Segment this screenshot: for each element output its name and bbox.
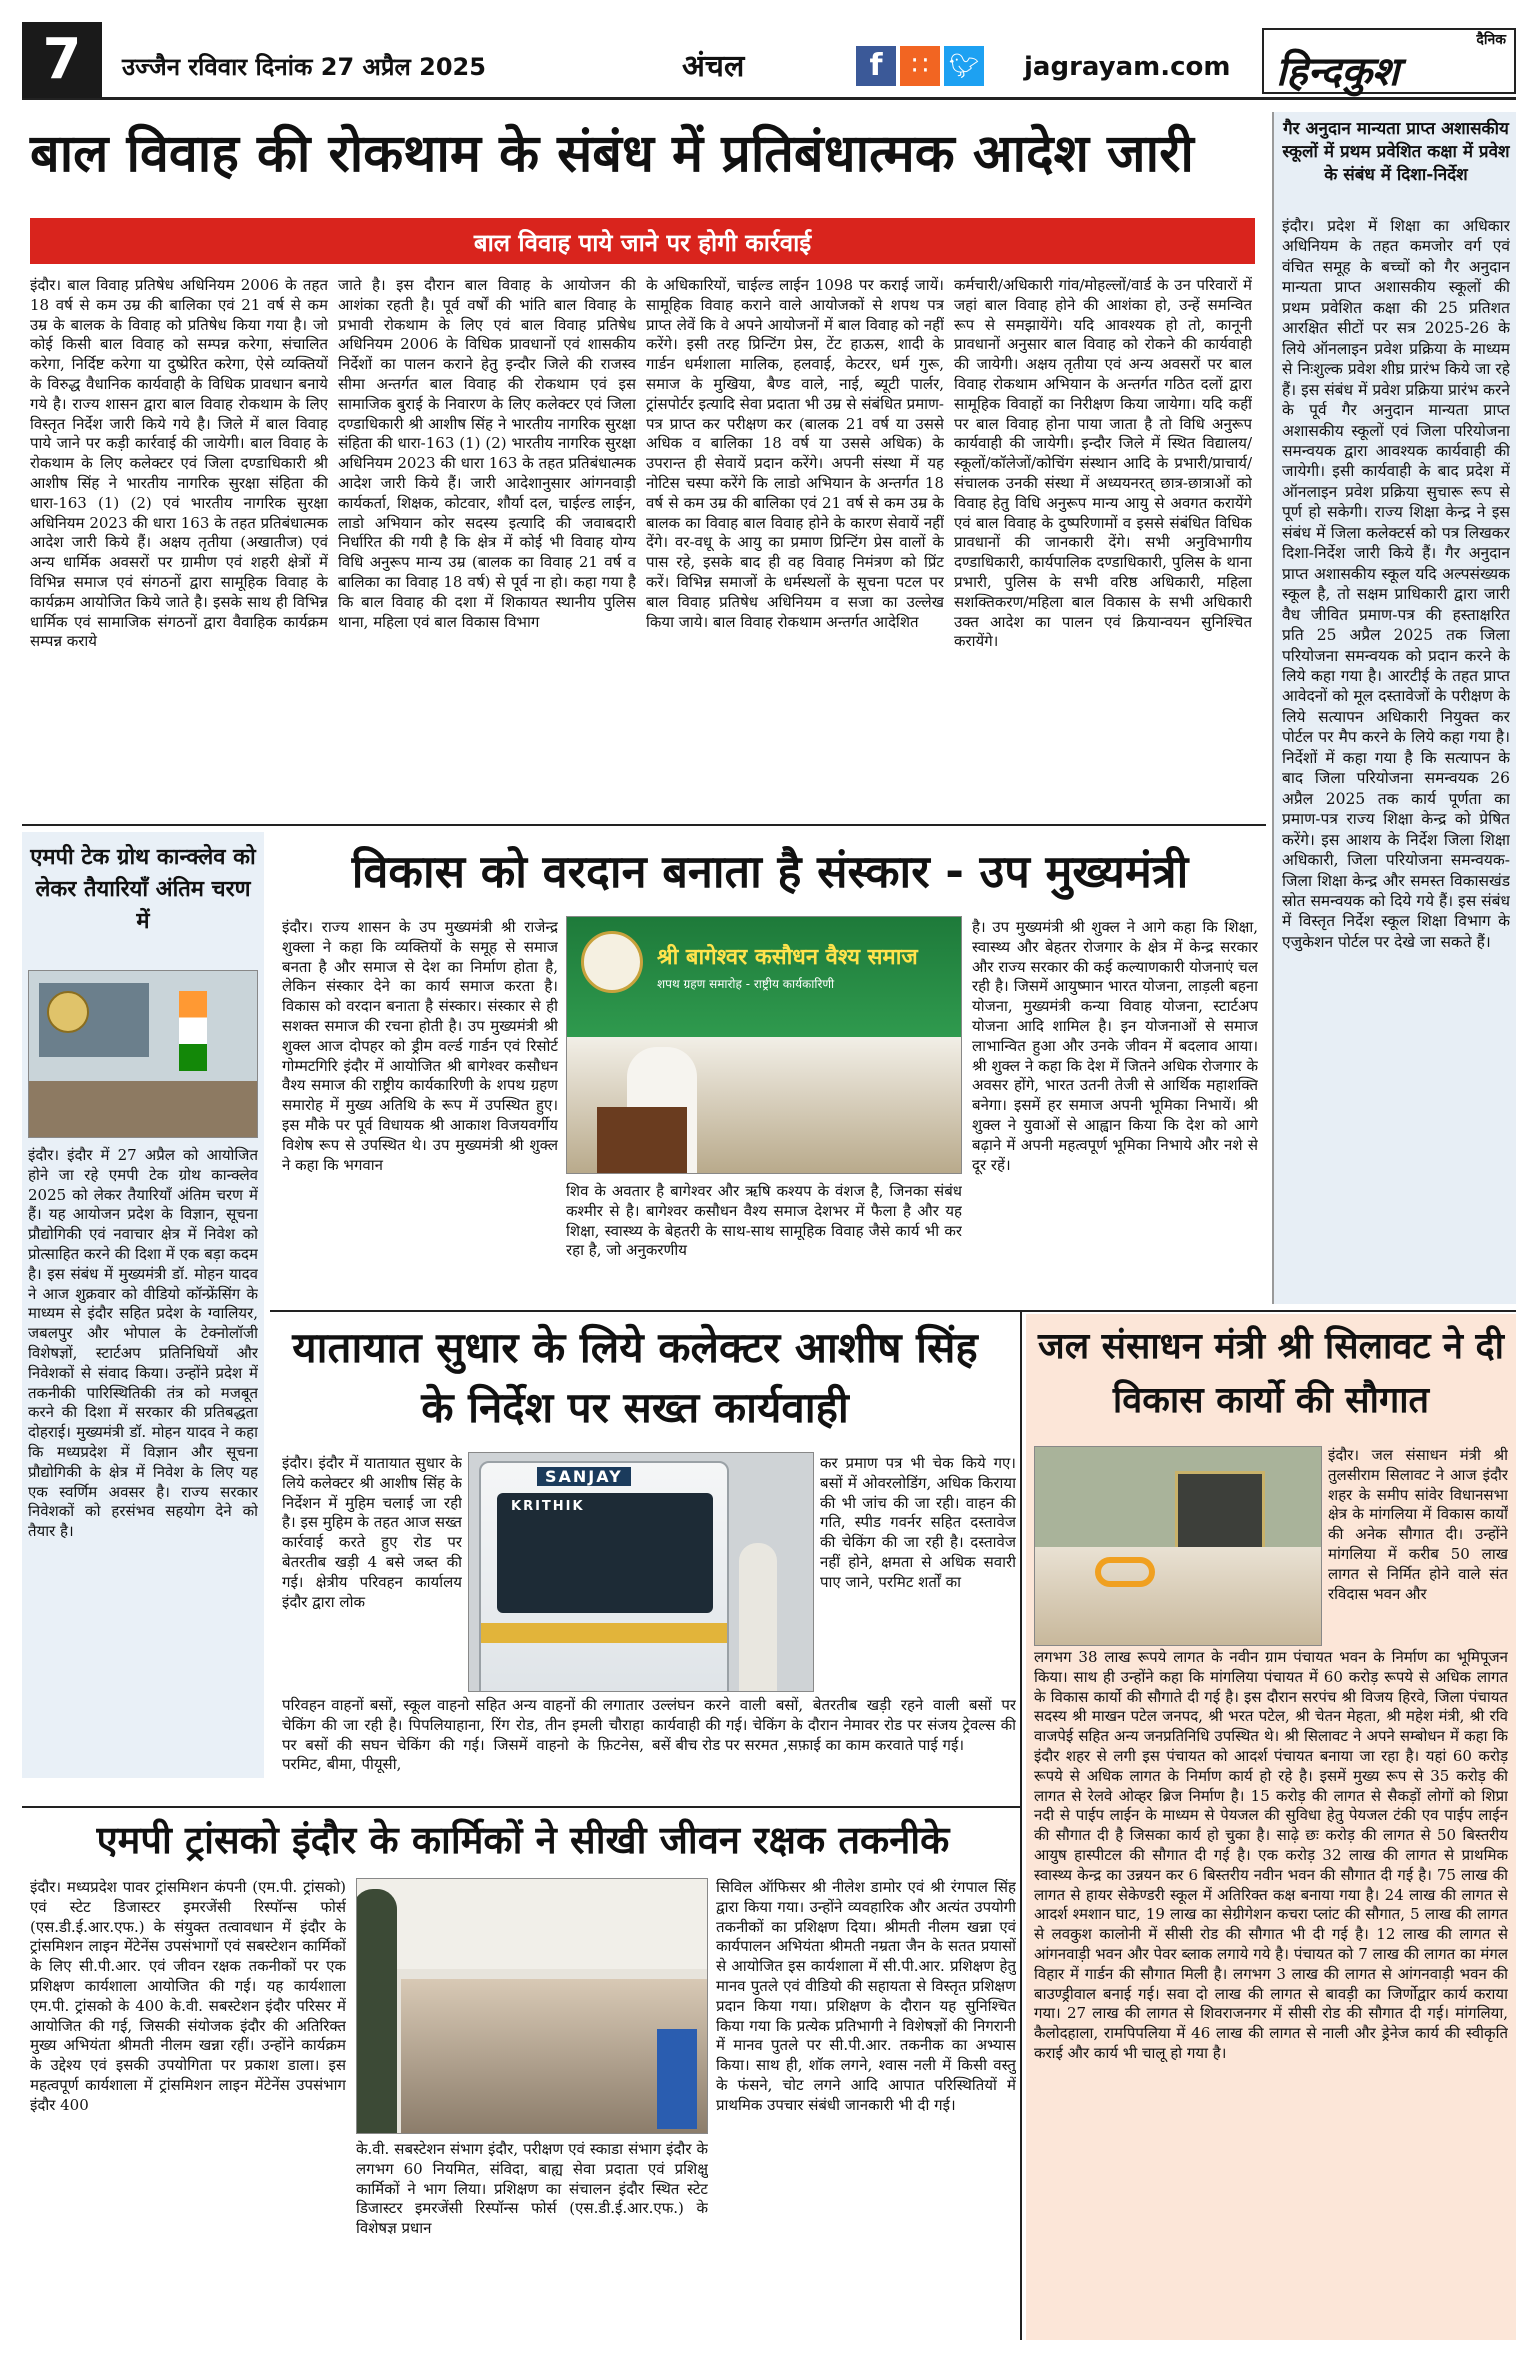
minister-photo bbox=[1034, 1446, 1322, 1646]
officer-figure bbox=[739, 1543, 777, 1692]
sidebar-right bbox=[1272, 112, 1516, 1304]
podium bbox=[597, 1107, 687, 1174]
paper-logo bbox=[1262, 28, 1516, 94]
event-banner-sub: शपथ ग्रहण समारोह - राष्ट्रीय कार्यकारिणी bbox=[657, 977, 835, 991]
date-line: उज्जैन रविवार दिनांक 27 अप्रैल 2025 bbox=[122, 53, 486, 81]
article5-col3: सिविल ऑफिसर श्री नीलेश डामोर एवं श्री रंगपाल सिंह द्वारा किया गया। उन्होंने व्यवहारिक और अत्यंत उपयोगी तकनीकों का प्रशिक्षण दिया। श्रीमती नीलम खन्ना एवं कार्यपालन अभियंता श्रीमती नम्रता जैन के सतत प्रयासों से आयोजित इस कार्यशाला में सी.पी.आर. प्रशिक्षण हेतु मानव पुतले एवं वीडियो की सहायता से विस्तृत प्रशिक्षण प्रदान किया गया। प्रशिक्षण के दौरान यह सुनिश्चित किया गया कि प्रत्येक प्रतिभागी ने विशेषज्ञों की निगरानी में मानव पुतले पर सी.पी.आर. तकनीक का अभ्यास किया। साथ ही, शॉक लगने, श्वास नली में किसी वस्तु के फंसने, चोट लगने आदि आपात परिस्थितियों में प्राथमिक उपचार संबंधी जानकारी भी दी गई। bbox=[716, 1878, 1016, 2114]
garland-shape bbox=[1095, 1557, 1155, 1587]
article3-col-right: कर प्रमाण पत्र भी चेक किये गए। बसों में ओवरलोडिंग, अधिक किराया की भी जांच की जा रही। वाहन की गति, स्पीड गवर्नर सहित दस्तावेज की चेकिंग की जा रही है। दस्तावेज नहीं होने, क्षमता से अधिक सवारी पाए जाने, परमिट शर्तों का bbox=[820, 1454, 1016, 1591]
social-icons bbox=[856, 46, 986, 86]
article1-subheading-text: बाल विवाह पाये जाने पर होगी कार्रवाई bbox=[473, 229, 812, 257]
article2-headline: विकास को वरदान बनाता है संस्कार - उप मुख्यमंत्री bbox=[351, 845, 1189, 898]
article5-col1: इंदौर। मध्यप्रदेश पावर ट्रांसमिशन कंपनी (एम.पी. ट्रांसको) एवं स्टेट डिजास्टर इमरजेंसी रिस्पॉन्स फोर्स (एस.डी.ई.आर.एफ.) के संयुक्त तत्वावधान में इंदौर के ट्रांसमिशन लाइन मेंटेनेंस उपसंभागों एवं सबस्टेशन कार्मिकों के लिए सी.पी.आर. एवं जीवन रक्षक तकनीकों पर एक प्रशिक्षण कार्यशाला आयोजित की गई। यह कार्यशाला एम.पी. ट्रांसको के 400 के.वी. सबस्टेशन इंदौर परिसर में आयोजित की गई, जिसकी संयोजक इंदौर की अतिरिक्त मुख्य अभियंता श्रीमती नीलम खन्ना रहीं। उन्होंने कार्यक्रम के उद्देश्य एवं इसकी उपयोगिता पर प्रकाश डाला। इस महत्वपूर्ण कार्यशाला में ट्रांसमिशन लाइन मेंटेनेंस उपसंभाग इंदौर 400 bbox=[30, 1878, 346, 2114]
article3-headline: यातायात सुधार के लिये कलेक्टर आशीष सिंह के निर्देश पर सख्त कार्यवाही bbox=[292, 1323, 978, 1432]
trainer-figure bbox=[356, 1889, 397, 2134]
left-small-headline: एमपी टेक ग्रोथ कान्क्लेव को लेकर तैयारियाँ अंतिम चरण में bbox=[30, 845, 256, 934]
article1-subheading bbox=[30, 218, 1255, 264]
section-name: अंचल bbox=[682, 49, 745, 84]
bus-stripe bbox=[481, 1623, 727, 1643]
article1-col2: जाते है। इस दौरान बाल विवाह के आयोजन की आशंका रहती है। पूर्व वर्षों की भांति बाल विवाह के प्रभावी रोकथाम के लिए एवं बाल विवाह प्रतिषेध अधिनियम 2006 के विधिक प्रावधानों एवं शासकीय निर्देशों का पालन कराने हेतु इन्दौर जिले की राजस्व सीमा अन्तर्गत बाल विवाह की रोकथाम एवं इस सामाजिक बुराई के निवारण के लिए कलेक्टर एवं जिला दण्डाधिकारी श्री आशीष सिंह ने भारतीय नागरिक सुरक्षा संहिता की धारा-163 (1) (2) भारतीय नागरिक सुरक्षा अधिनियम 2023 की धारा 163 के तहत प्रतिबंधात्मक आदेश जारी किये हैं। जारी आदेशानुसार आंगनवाड़ी कार्यकर्ता, शिक्षक, कोटवार, शौर्या दल, चाईल्ड लाईन, लाडो अभियान कोर सदस्य इत्यादि की जवाबदारी निर्धारित की गयी है कि क्षेत्र में कोई भी विवाह योग्य विधि अनुरूप मान्य उम्र (बालक का विवाह 21 वर्ष व बालिका का विवाह 18 वर्ष) से पूर्व ना हो। कहा गया है कि बाल विवाह की दशा में शिकायत स्थानीय पुलिस थाना, महिला एवं बाल विकास विभाग bbox=[338, 276, 636, 631]
paper-logo-name: हिन्दकुश bbox=[1276, 48, 1400, 95]
bus-sign: SANJAY bbox=[537, 1467, 631, 1486]
page-number: 7 bbox=[22, 22, 102, 98]
article4-box bbox=[1026, 1314, 1516, 2340]
event-banner bbox=[567, 917, 962, 1037]
article3-bottom-right: उल्लंघन करने वाली बसों, बेतरतीब खड़ी रहने वाली बसों पर कार्यवाही की गई। चेकिंग के दौरान नेमावर रोड पर संजय ट्रेवल्स की बसें बीच रोड पर सरमत ,सफ़ाई का काम करवाते पाई गई। bbox=[652, 1696, 1016, 1754]
event-banner-text: श्री बागेश्वर कसौधन वैश्य समाज bbox=[657, 945, 918, 970]
website-link[interactable]: jagrayam.com bbox=[1024, 52, 1231, 82]
bus-sign-2: KRITHIK bbox=[511, 1499, 585, 1514]
article4-headline: जल संसाधन मंत्री श्री सिलावट ने दी विकास कार्यो की सौगात bbox=[1038, 1326, 1504, 1421]
paper-logo-small: दैनिक bbox=[1476, 32, 1506, 48]
chair-blue bbox=[657, 2029, 697, 2129]
meeting-table bbox=[29, 1081, 258, 1138]
article4-body: लगभग 38 लाख रूपये लागत के नवीन ग्राम पंचायत भवन के निर्माण का भूमिपूजन किया। साथ ही उन्होंने कहा कि मांगलिया पंचायत में 60 करोड़ रूपये से अधिक लागत के विकास कार्यो की सौगाते दी गई है। इस दौरान सरपंच श्री विजय हिरवे, जिला पंचायत सदस्य श्री माखन पटेल जनपद, श्री भरत पटेल, श्री चेतन मेहता, श्री महेश मंत्री, श्री रवि वाजपेई सहित अन्य जनप्रतिनिधि उपस्थित थे। श्री सिलावट ने अपने सम्बोधन में कहा कि इंदौर शहर से लगी इस पंचायत को आदर्श पंचायत बनाया जा रहा है। यहां 60 करोड़ रूपये से अधिक लागत के निर्माण कार्य हो रहे है। इसमें मुख्य रूप से 35 करोड़ की लागत से रेलवे ओव्हर ब्रिज निर्माण है। 15 करोड़ की लागत से सैकड़ों लोगों को शिप्रा नदी से पाईप लाईन के माध्यम से पेयजल की सुविधा हेतु पेयजल टंकी एव पाईप लाईन की सौगात दी है जिसका कार्य हो चुका है। साढ़े छः करोड़ की लागत से 50 बिस्तरीय आयुष हास्पीटल की सौगात दी गई है। एक करोड़ 32 लाख की लागत से प्राथमिक स्वास्थ्य केन्द्र का उन्नयन कर 6 बिस्तरीय नवीन भवन की सौगात दी गई है। 75 लाख की लागत से हायर सेकेण्डरी स्कूल में अतिरिक्त कक्ष बनाया गया है। 24 लाख की लागत से आदर्श श्मशान घाट, 19 लाख का सेग्रीगेशन कचरा प्लांट की सौगात, 5 लाख की लागत से लवकुश कालोनी में सीसी रोड की सौगात भी दी गई है। 12 लाख की लागत से आंगनवाड़ी भवन और पेवर ब्लाक लगाये गये है। पंचायत को 7 लाख की लागत का मंगल विहार में गार्डन की सौगात मिली है। लगभग 3 लाख की लागत से आंगनवाड़ी भवन की बाउण्ड्रीवाल बनाई गई। सवा दो लाख की लागत से बावड़ी का जिर्णोद्वार कार्य कराया गया। 27 लाख की लागत से शिवराजनगर में सीसी रोड की सौगात दी गई। मांगलिया, कैलोदहाला, रामपिपलिया में 46 लाख की लागत से नाली और ड्रेनेज कार्य की स्वीकृति कराई और कार्य भी चालू हो गया है। bbox=[1034, 1648, 1508, 2062]
article2-col3: है। उप मुख्यमंत्री श्री शुक्ल ने आगे कहा कि शिक्षा, स्वास्थ्य और बेहतर रोजगार के क्षेत्र में केन्द्र सरकार और राज्य सरकार की कई कल्याणकारी योजनाएं चल रही है। जिसमें आयुष्मान भारत योजना, लाड़ली बहना योजना, मुख्यमंत्री कन्या विवाह योजना, स्टार्टअप योजना आदि शामिल है। इन योजनाओं से समाज लाभान्वित हुआ और उनके जीवन में बदलाव आया। श्री शुक्ल ने कहा कि देश में जितने अधिक रोजगार के अवसर होंगे, भारत उतनी तेजी से आर्थिक महाशक्ति बनेगा। इसमें हर समाज अपनी भूमिका निभायें। श्री शुक्ल ने युवाओं से आह्वान किया कि देश को आगे बढ़ाने में अपनी महत्वपूर्ण भूमिका निभाये और नशे से दूर रहें। bbox=[972, 918, 1258, 1174]
samaj-event-photo bbox=[566, 916, 962, 1174]
article3-bottom-left: परिवहन वाहनों बसों, स्कूल वाहनो सहित अन्य वाहनों की लगातार चेकिंग की जा रही है। पिपलियाहाना, रिंग रोड, तीन इमली चौराहा पर बसों की सघन चेकिंग की गई। जिसमें वाहनो के फ़िटनेस, परमिट, बीमा, पीयूसी, bbox=[282, 1696, 644, 1774]
sidebar-headline: गैर अनुदान मान्यता प्राप्त अशासकीय स्कूलों में प्रथम प्रवेशित कक्षा में प्रवेश के संबंध में दिशा-निर्देश bbox=[1282, 119, 1510, 185]
article3-col1: इंदौर। इंदौर में यातायात सुधार के लिये कलेक्टर श्री आशीष सिंह के निर्देशन में मुहिम चलाई जा रही है। इस मुहिम के तहत आज सख्त कार्रवाई करते हुए रोड पर बेतरतीब खड़ी 4 बसे जब्त की गई। क्षेत्रीय परिवहन कार्यालय इंदौर द्वारा लोक bbox=[282, 1454, 462, 1611]
left-small-body: इंदौर। इंदौर में 27 अप्रैल को आयोजित होने जा रहे एमपी टेक ग्रोथ कान्क्लेव 2025 को लेकर तैयारियाँ अंतिम चरण में हैं। यह आयोजन प्रदेश के विज्ञान, सूचना प्रौद्योगिकी एवं नवाचार क्षेत्र में निवेश को प्रोत्साहित करने की दिशा में एक बड़ा कदम है। इस संबंध में मुख्यमंत्री डॉ. मोहन यादव ने आज शुक्रवार को वीडियो कॉन्फ्रेंसिंग के माध्यम से इंदौर सहित प्रदेश के ग्वालियर, जबलपुर और भोपाल के टेक्नोलॉजी विशेषज्ञों, स्टार्टअप प्रतिनिधियों और निवेशकों से संवाद किया। उन्होंने प्रदेश में तकनीकी पारिस्थितिकी तंत्र को मजबूत करने की दिशा में सरकार की प्रतिबद्धता दोहराई। मुख्यमंत्री डॉ. मोहन यादव ने कहा कि मध्यप्रदेश में विज्ञान और सूचना प्रौद्योगिकी के क्षेत्र में निवेश के लिए यह एक स्वर्णिम अवसर है। राज्य सरकार निवेशकों को हरसंभव सहयोग देने को तैयार है। bbox=[28, 1146, 258, 1541]
sidebar-body: इंदौर। प्रदेश में शिक्षा का अधिकार अधिनियम के तहत कमजोर वर्ग एवं वंचित समूह के बच्चों को गैर अनुदान मान्यता प्राप्त अशासकीय स्कूलों की प्रथम प्रवेशित कक्षा की 25 प्रतिशत आरक्षित सीटों पर सत्र 2025-26 के लिये ऑनलाइन प्रवेश प्रक्रिया के माध्यम से निःशुल्क प्रवेश शीघ्र प्रारंभ किये जा रहे हैं। इस संबंध में प्रवेश प्रक्रिया प्रारंभ करने के पूर्व गैर अनुदान मान्यता प्राप्त अशासकीय स्कूलों एवं जिला परियोजना समन्वयक द्वारा आवश्यक कार्यवाही की जायेगी। इसी कार्यवाही के बाद प्रदेश में ऑनलाइन प्रवेश प्रक्रिया सुचारू रूप से पूर्ण हो सकेगी। राज्य शिक्षा केन्द्र ने इस संबंध में जिला कलेक्टर्स को पत्र लिखकर दिशा-निर्देश जारी किये हैं। गैर अनुदान प्राप्त अशासकीय स्कूल यदि अल्पसंख्यक स्कूल है, तो सक्षम प्राधिकारी द्वारा जारी वैध जीवित प्रमाण-पत्र की हस्ताक्षरित प्रति 25 अप्रैल 2025 तक जिला परियोजना समन्वयक को प्रदान करने के लिये कहा गया है। आरटीई के तहत प्राप्त आवेदनों को मूल दस्तावेजों के परीक्षण के लिये सत्यापन अधिकारी नियुक्त कर पोर्टल पर मैप करने के लिये कहा गया है। निर्देशों में कहा गया है कि सत्यापन के बाद जिला परियोजना समन्वयक 26 अप्रैल 2025 तक कार्य पूर्णता का प्रमाण-पत्र राज्य शिक्षा केन्द्र को प्रेषित करेंगे। इस आशय के निर्देश जिला शिक्षा अधिकारी, जिला परियोजना समन्वयक-जिला शिक्षा केन्द्र और समस्त विकासखंड स्रोत समन्वयक को दिये गये हैं। इस संबंध में विस्तृत निर्देश स्कूल शिक्षा विभाग के एजुकेशन पोर्टल पर देखे जा सकते हैं। bbox=[1282, 217, 1510, 951]
samaj-logo-icon bbox=[581, 931, 643, 993]
mp-logo-icon bbox=[47, 991, 89, 1033]
divider-rule bbox=[22, 824, 1266, 826]
twitter-icon[interactable]: 🐦︎ bbox=[944, 46, 984, 86]
divider-rule bbox=[270, 1310, 1516, 1312]
article1-col3: के अधिकारियों, चाईल्ड लाईन 1098 पर कराई जायें। सामूहिक विवाह कराने वाले आयोजकों से शपथ पत्र प्राप्त लेवें कि वे अपने आयोजनों में बाल विवाह को नहीं करेंगे। इसी तरह प्रिन्टिंग प्रेस, टेंट हाऊस, शादी के गार्डन धर्मशाला मालिक, हलवाई, केटरर, धर्म गुरू, समाज के मुखिया, बैण्ड वाले, नाई, ब्यूटी पार्लर, ट्रांसपोर्टर इत्यादि सेवा प्रदाता भी उम्र से संबंधित प्रमाण-पत्र प्राप्त कर परीक्षण कर (बालक 21 वर्ष या उससे अधिक व बालिका 18 वर्ष या उससे अधिक) के उपरान्त ही सेवायें प्रदान करेंगे। अपनी संस्था में यह नोटिस चस्पा करेंगे कि लाडो अभियान के अन्तर्गत 18 वर्ष से कम उम्र की बालिका एवं 21 वर्ष से कम उम्र के बालक का विवाह बाल विवाह होने के कारण सेवायें नहीं देंगे। वर-वधू के आयु का प्रमाण प्रिन्टिंग प्रेस वालों के पास रहे, इसके बाद ही वह विवाह निमंत्रण को प्रिंट करें। विभिन्न समाजों के धर्मस्थलों के सूचना पटल पर बाल विवाह प्रतिषेध अधिनियम व सजा का उल्लेख किया जाये। बाल विवाह रोकथाम अन्तर्गत आदेशित bbox=[646, 276, 944, 631]
training-room-wall bbox=[357, 1879, 708, 1969]
article2-col1: इंदौर। राज्य शासन के उप मुख्यमंत्री श्री राजेन्द्र शुक्ला ने कहा कि व्यक्तियों के समूह से समाज बनता है और समाज से देश का निर्माण होता है, लेकिन संस्कार देने का कार्य समाज करता है। विकास को वरदान बनाता है संस्कार। संस्कार से ही सशक्त समाज की रचना होती है। उप मुख्यमंत्री श्री शुक्ल आज दोपहर को ड्रीम वर्ल्ड गार्डन एवं रिसोर्ट गोम्मटगिरि इंदौर में आयोजित श्री बागेश्वर कसौधन वैश्य समाज की राष्ट्रीय कार्यकारिणी के शपथ ग्रहण समारोह में मुख्य अतिथि के रूप में उपस्थित हुए। इस मौके पर पूर्व विधायक श्री आकाश विजयवर्गीय विशेष रूप से उपस्थित थे। उप मुख्यमंत्री श्री शुक्ल ने कहा कि भगवान bbox=[282, 918, 558, 1174]
facebook-icon[interactable]: f bbox=[856, 46, 896, 86]
cpr-training-photo bbox=[356, 1878, 708, 2134]
bus-photo bbox=[468, 1452, 814, 1692]
article5-col2: के.वी. सबस्टेशन संभाग इंदौर, परीक्षण एवं स्काडा संभाग इंदौर के लगभग 60 नियमित, संविदा, बाह्य सेवा प्रदाता एवं प्रशिक्षु कार्मिकों ने भाग लिया। प्रशिक्षण का संचालन इंदौर स्थित स्टेट डिजास्टर इमरजेंसी रिस्पॉन्स फोर्स (एस.डी.ई.आर.एफ.) के विशेषज्ञ प्रधान bbox=[356, 2140, 708, 2238]
crowd-figures bbox=[1035, 1547, 1322, 1646]
article4-intro: इंदौर। जल संसाधन मंत्री श्री तुलसीराम सिलावट ने आज इंदौर शहर के समीप सांवेर विधानसभा क्षेत्र के मांगलिया में विकास कार्यों की अनेक सौगात दी। उन्होंने मांगलिया में करीब 50 लाख लागत से निर्मित होने वाले संत रविदास भवन और bbox=[1328, 1446, 1508, 1603]
article5-headline: एमपी ट्रांसको इंदौर के कार्मिकों ने सीखी जीवन रक्षक तकनीके bbox=[96, 1818, 950, 1862]
divider-rule bbox=[22, 1806, 1020, 1808]
article1-col4: कर्मचारी/अधिकारी गांव/मोहल्लों/वार्ड के उन परिवारों में जहां बाल विवाह होने की आशंका हो, उन्हें समन्वित रूप से समझायेंगे। यदि आवश्यक हो तो, कानूनी प्रावधानों अनुसार बाल विवाह को रोकने की कार्यवाही की जायेगी। अक्षय तृतीया एवं अन्य अवसरों पर बाल विवाह रोकथाम अभियान के अन्तर्गत गठित दलों द्वारा सामूहिक विवाहों का निरीक्षण किया जायेगा। यदि कहीं पर बाल विवाह होना पाया जाता है तो विधि अनुरूप कार्यवाही की जायेगी। इन्दौर जिले में स्थित विद्यालय/स्कूलों/कॉलेजों/कोचिंग संस्थान आदि के प्रभारी/प्राचार्य/संचालक उनकी संस्था में अध्ययनरत् छात्र-छात्राओं को विवाह हेतु विधि अनुरूप मान्य आयु से अवगत करायेंगे एवं बाल विवाह के दुष्परिणामों व इससे संबंधित विधिक प्रावधानों की जानकारी देंगे। सभी अनुविभागीय दण्डाधिकारी, कार्यपालिक दण्डाधिकारी, पुलिस के थाना प्रभारी, पुलिस के सभी वरिष्ठ अधिकारी, महिला सशक्तिकरण/महिला बाल विकास के सभी अधिकारी उक्त आदेश का पालन एवं क्रियान्वयन सुनिश्चित करायेंगे। bbox=[954, 276, 1252, 651]
flag-shape bbox=[179, 991, 207, 1071]
divider-rule bbox=[1020, 1312, 1022, 2340]
article1-col1: इंदौर। बाल विवाह प्रतिषेध अधिनियम 2006 के तहत 18 वर्ष से कम उम्र की बालिका एवं 21 वर्ष से कम उम्र के बालक के विवाह को प्रतिषेध किया गया है। जो कोई किसी बाल विवाह को सम्पन्न करेगा, संचालित करेगा, निर्दिष्ट करेगा या दुष्प्रेरित करेगा, ऐसे व्यक्तियों के विरुद्ध वैधानिक कार्यवाही के विधिक प्रावधान बनाये गये है। राज्य शासन द्वारा बाल विवाह रोकथाम के लिए विस्तृत निर्देश जारी किये गये है। जिले में बाल विवाह पाये जाने पर कड़ी कार्रवाई की जायेगी। बाल विवाह के रोकथाम के लिए कलेक्टर एवं जिला दण्डाधिकारी श्री आशीष सिंह ने भारतीय नागरिक सुरक्षा संहिता की धारा-163 (1) (2) एवं भारतीय नागरिक सुरक्षा अधिनियम 2023 की धारा 163 के तहत प्रतिबंधात्मक आदेश जारी किये हैं। अक्षय तृतीया (अखातीज) एवं अन्य धार्मिक अवसरों पर ग्रामीण एवं शहरी क्षेत्रों में विभिन्न समाज एवं संगठनों द्वारा सामूहिक विवाह के कार्यक्रम आयोजित किये जाते है। इसके साथ ही विभिन्न धार्मिक एवं सामाजिक संगठनों द्वारा वैवाहिक कार्यक्रम सम्पन्न कराये bbox=[30, 276, 328, 651]
bus-body bbox=[479, 1461, 729, 1692]
article2-col2: शिव के अवतार है बागेश्वर और ऋषि कश्यप के वंशज है, जिनका संबंध कश्मीर से है। बागेश्वर कसौधन वैश्य समाज देशभर में फैला है और यह शिक्षा, स्वास्थ्य के बेहतरी के साथ-साथ सामूहिक विवाह जैसे कार्य भी कर रहा है, जो अनुकरणीय bbox=[566, 1182, 962, 1260]
article1-headline: बाल विवाह की रोकथाम के संबंध में प्रतिबंधात्मक आदेश जारी bbox=[30, 124, 1194, 184]
rss-icon[interactable]: ∷ bbox=[900, 46, 940, 86]
tech-conclave-photo bbox=[28, 970, 258, 1138]
masthead bbox=[22, 22, 1516, 100]
left-small-article bbox=[22, 832, 264, 1778]
